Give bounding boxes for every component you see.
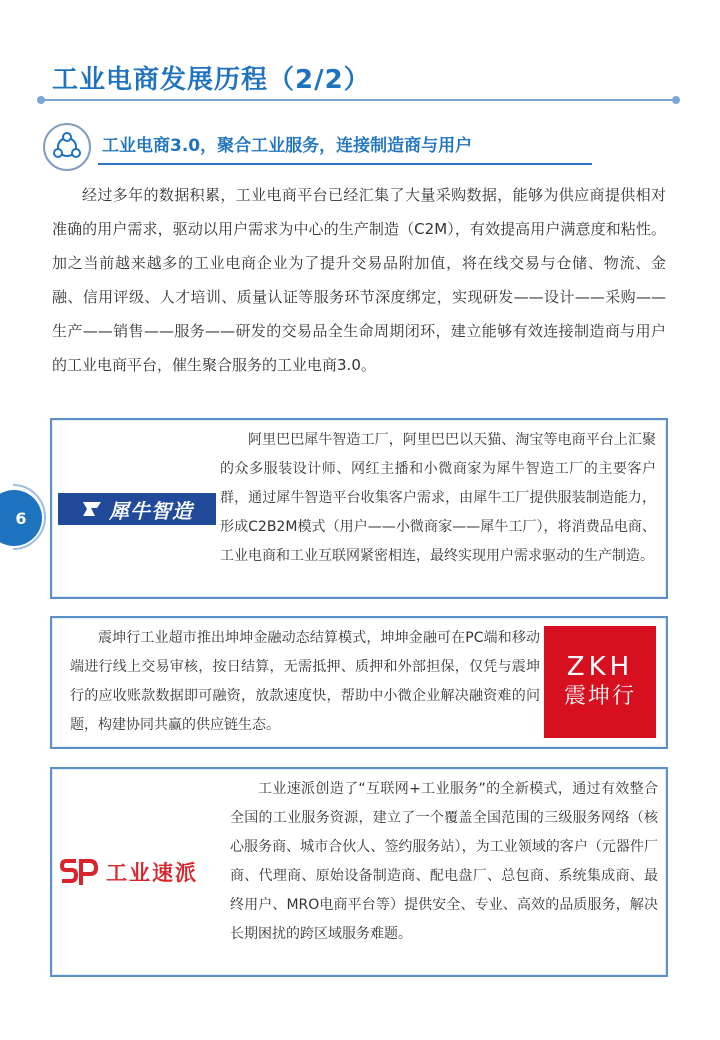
case-card-zkh [50,616,668,749]
zkh-logo-cn: 震坤行 [563,684,636,709]
xiniu-logo-text: 犀牛智造 [109,498,193,523]
section-title: 工业电商3.0，聚合工业服务，连接制造商与用户 [102,136,473,156]
xiniu-mark-icon [81,500,103,518]
page-number: 6 [15,508,27,528]
network-nodes-icon [42,122,92,172]
supai-mark-icon [60,857,98,887]
page-title: 工业电商发展历程（2/2） [52,65,371,95]
case-card-xiniu [50,418,668,599]
zkh-logo-en: ZKH [566,652,634,682]
case-text-xiniu: 阿里巴巴犀牛智造工厂，阿里巴巴以天猫、淘宝等电商平台上汇聚的众多服装设计师、网红主播和小微商家为犀牛智造工厂的主要客户群，通过犀牛智造平台收集客户需求，由犀牛工厂提供服装制造能力，形成C2B2M模式（用户——小微商家——犀牛工厂），将消费品电商、工业电商和工业互联网紧密相连，最终实现用户需求驱动的生产制造。 [220,432,656,564]
supai-logo-text: 工业速派 [106,861,198,885]
case-card-supai [50,767,668,977]
xiniu-logo [58,493,216,525]
divider-dot-right [672,96,680,104]
case-text-zkh: 震坤行工业超市推出坤坤金融动态结算模式，坤坤金融可在PC端和移动端进行线上交易审核，按日结算，无需抵押、质押和外部担保，仅凭与震坤行的应收账款数据即可融资，放款速度快，帮助中小微企业解决融资难的问题，构建协同共赢的供应链生态。 [70,630,540,733]
zkh-logo [544,626,656,738]
divider-dot-left [37,96,45,104]
section-underline [98,163,592,165]
title-divider [42,99,676,101]
case-text-supai: 工业速派创造了“互联网+工业服务”的全新模式，通过有效整合全国的工业服务资源，建立了一个覆盖全国范围的三级服务网络（核心服务商、城市合伙人、签约服务站），为工业领域的客户（元器件厂商、代理商、原始设备制造商、配电盘厂、总包商、系统集成商、最终用户、MRO电商平台等）提供安全、专业、高效的品质服务，解决长期困扰的跨区域服务难题。 [230,781,658,942]
intro-paragraph: 经过多年的数据积累，工业电商平台已经汇集了大量采购数据，能够为供应商提供相对准确的用户需求，驱动以用户需求为中心的生产制造（C2M），有效提高用户满意度和粘性。加之当前越来越多的工业电商企业为了提升交易品附加值，将在线交易与仓储、物流、金融、信用评级、人才培训、质量认证等服务环节深度绑定，实现研发——设计——采购——生产——销售——服务——研发的交易品全生命周期闭环，建立能够有效连接制造商与用户的工业电商平台，催生聚合服务的工业电商3.0。 [52,186,666,374]
supai-logo [60,857,198,887]
